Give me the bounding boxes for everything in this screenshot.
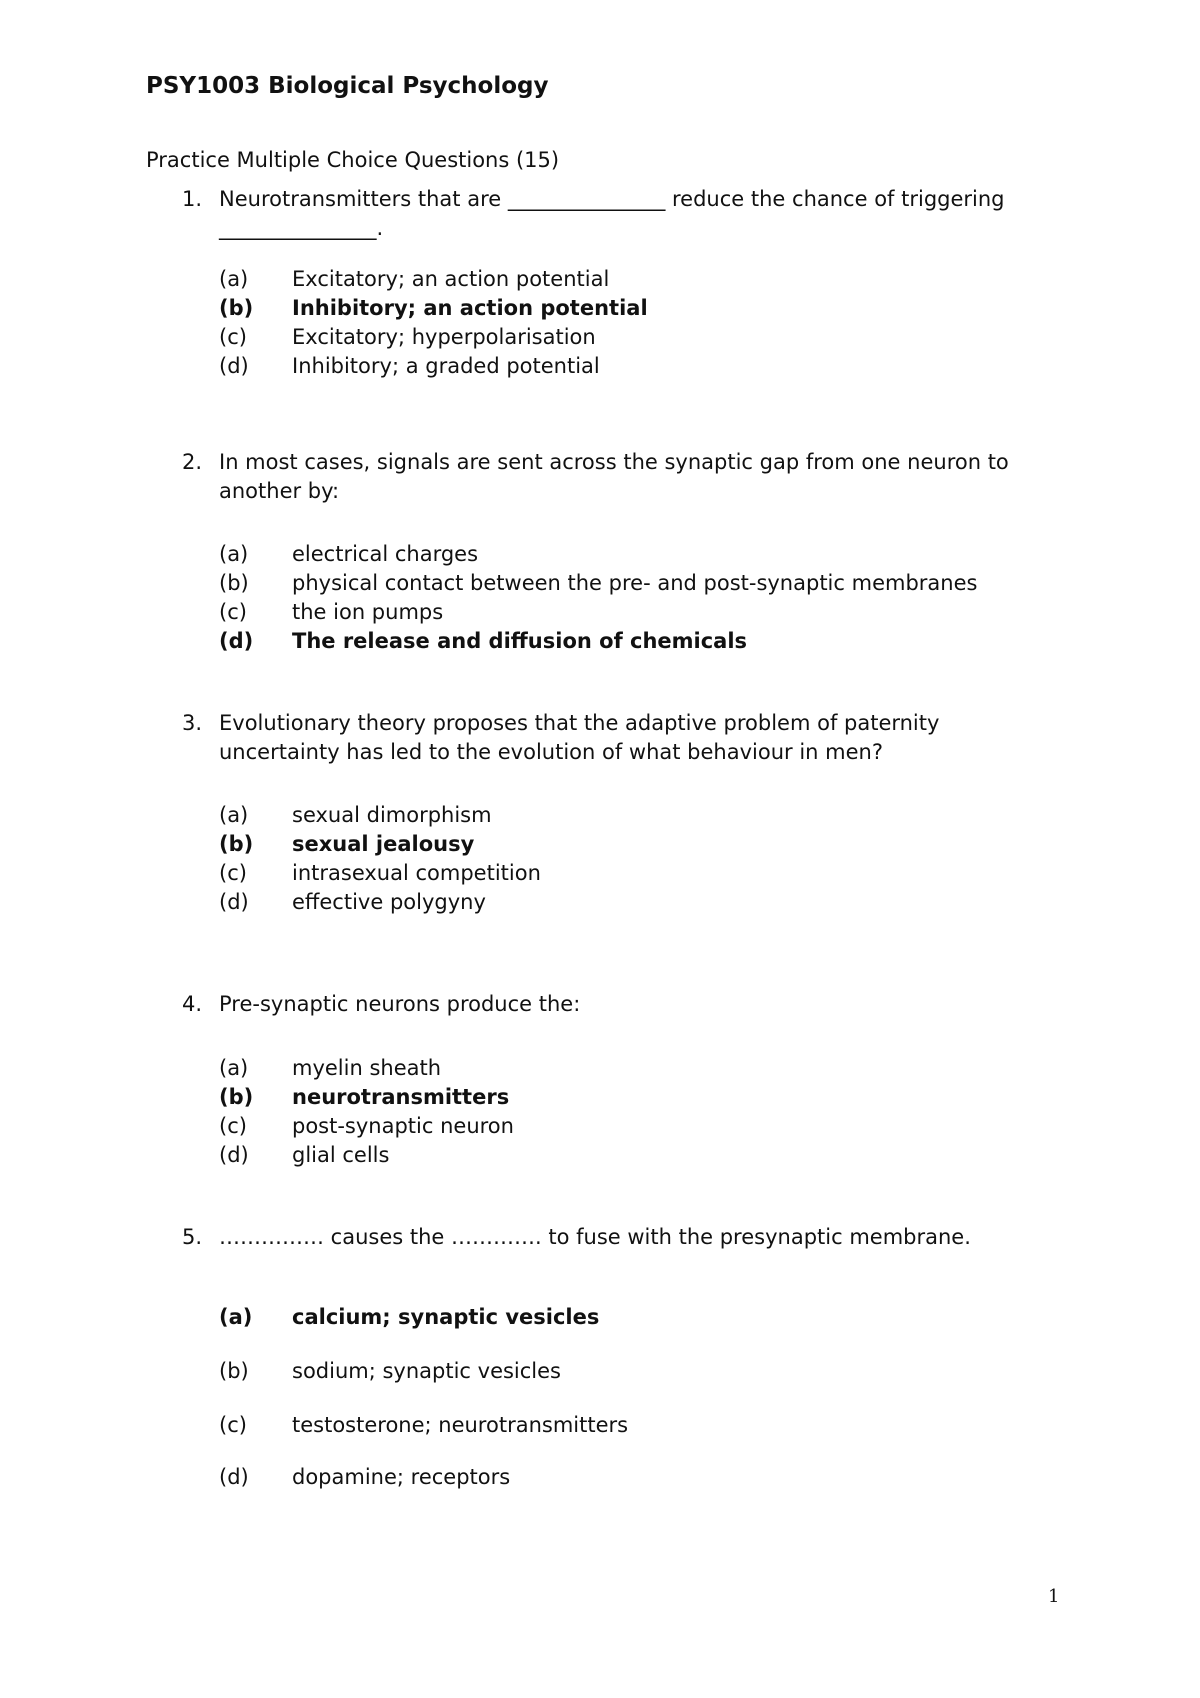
option-text: myelin sheath <box>292 1056 442 1080</box>
option-letter: (c) <box>219 1413 247 1437</box>
option-letter: (b) <box>219 832 254 856</box>
question-stem <box>182 185 1062 243</box>
option-letter: (b) <box>219 1085 254 1109</box>
question-text: In most cases, signals are sent across the synaptic gap from one neuron to another by: <box>219 450 1009 503</box>
question-text: Evolutionary theory proposes that the adaptive problem of paternity uncertainty has led to the evolution of what behaviour in men? <box>219 711 940 764</box>
question-text: Neurotransmitters that are _______________ reduce the chance of triggering _______________. <box>219 187 1005 240</box>
option-text: post-synaptic neuron <box>292 1114 514 1138</box>
option-text: glial cells <box>292 1143 390 1167</box>
option-letter: (a) <box>219 267 249 291</box>
option-letter: (b) <box>219 571 249 595</box>
option-letter: (d) <box>219 890 249 914</box>
option-text: physical contact between the pre- and post-synaptic membranes <box>292 571 978 595</box>
option-text: Inhibitory; an action potential <box>292 296 648 320</box>
option-letter: (a) <box>219 542 249 566</box>
question-number: 1. <box>182 187 203 211</box>
question-stem <box>182 709 1062 767</box>
option-letter: (d) <box>219 354 249 378</box>
question-stem <box>182 1223 1062 1252</box>
option-text: sexual dimorphism <box>292 803 492 827</box>
option-letter: (a) <box>219 1056 249 1080</box>
question-number: 5. <box>182 1225 203 1249</box>
option-text: the ion pumps <box>292 600 444 624</box>
option-letter: (d) <box>219 629 254 653</box>
question-number: 2. <box>182 450 203 474</box>
option-text: Excitatory; hyperpolarisation <box>292 325 596 349</box>
option-letter: (c) <box>219 1114 247 1138</box>
question-stem <box>182 448 1062 506</box>
page-title: PSY1003 Biological Psychology <box>146 73 549 99</box>
question-number: 4. <box>182 992 203 1016</box>
option-text: The release and diffusion of chemicals <box>292 629 748 653</box>
option-letter: (d) <box>219 1143 249 1167</box>
page-number: 1 <box>1048 1586 1060 1607</box>
option-letter: (a) <box>219 1305 253 1329</box>
option-text: dopamine; receptors <box>292 1465 511 1489</box>
option-letter: (b) <box>219 296 254 320</box>
question-text: Pre-synaptic neurons produce the: <box>219 992 581 1016</box>
option-letter: (c) <box>219 861 247 885</box>
option-letter: (a) <box>219 803 249 827</box>
question-stem <box>182 990 1062 1019</box>
option-text: sexual jealousy <box>292 832 475 856</box>
option-text: Excitatory; an action potential <box>292 267 610 291</box>
option-text: neurotransmitters <box>292 1085 510 1109</box>
option-text: effective polygyny <box>292 890 486 914</box>
option-text: Inhibitory; a graded potential <box>292 354 600 378</box>
document-subtitle: Practice Multiple Choice Questions (15) <box>146 148 560 172</box>
option-text: electrical charges <box>292 542 479 566</box>
option-letter: (c) <box>219 325 247 349</box>
option-text: intrasexual competition <box>292 861 541 885</box>
option-text: testosterone; neurotransmitters <box>292 1413 629 1437</box>
option-text: calcium; synaptic vesicles <box>292 1305 600 1329</box>
option-letter: (c) <box>219 600 247 624</box>
option-letter: (d) <box>219 1465 249 1489</box>
question-text: …………… causes the …………. to fuse with the presynaptic membrane. <box>219 1225 971 1249</box>
question-number: 3. <box>182 711 203 735</box>
option-letter: (b) <box>219 1359 249 1383</box>
option-text: sodium; synaptic vesicles <box>292 1359 562 1383</box>
